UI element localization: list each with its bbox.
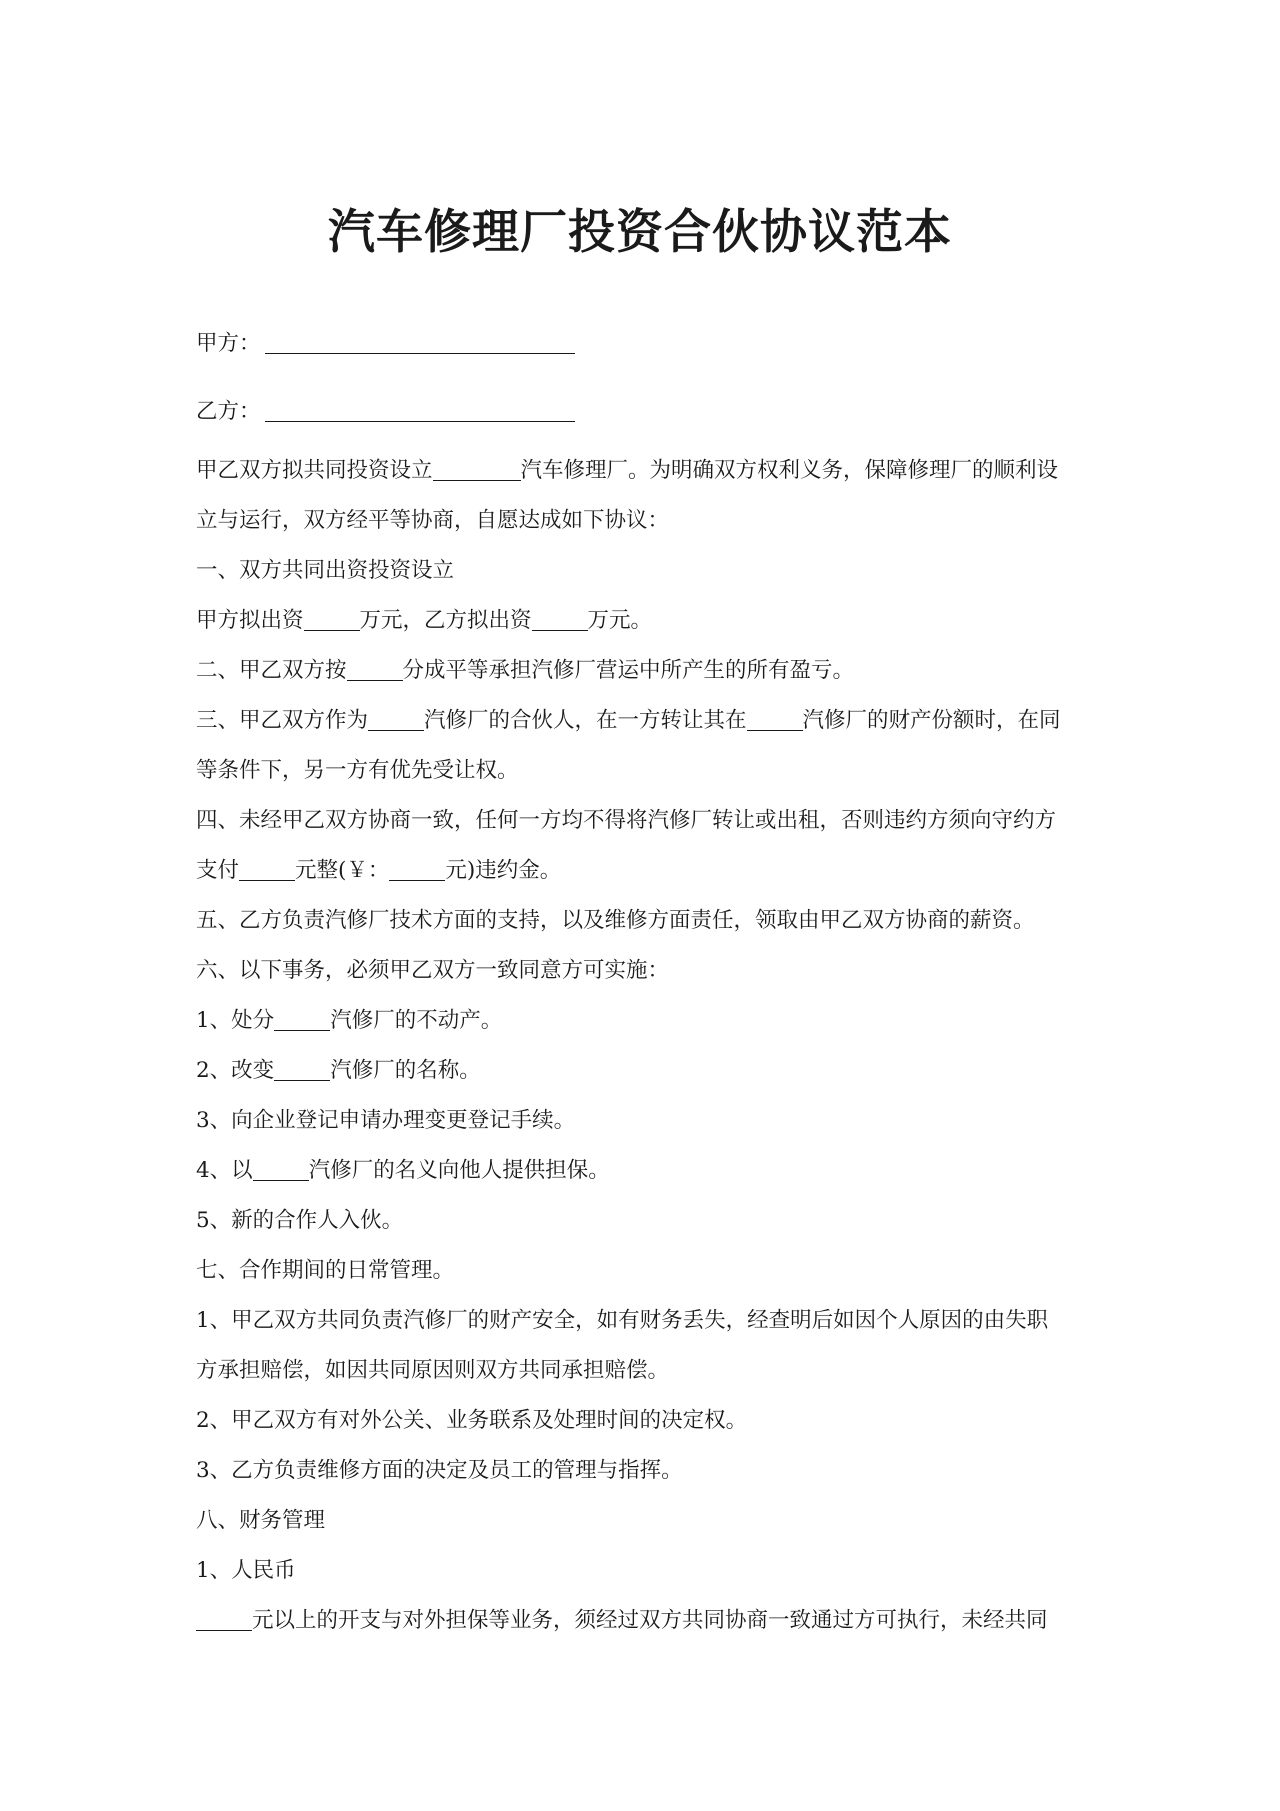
- intro-line-1: [196, 456, 1096, 486]
- clause-text: 甲方拟出资: [196, 608, 304, 633]
- section-7-heading: 七、合作期间的日常管理。: [196, 1258, 455, 1283]
- section-7-item-2: 2、甲乙双方有对外公关、业务联系及处理时间的决定权。: [196, 1408, 748, 1433]
- section-6-heading: 六、以下事务，必须甲乙双方一致同意方可实施：: [196, 958, 670, 983]
- section-1-heading: 一、双方共同出资投资设立: [196, 558, 455, 583]
- section-8-item-1: 1、人民币: [196, 1558, 296, 1583]
- item-text: 汽修厂的名称。: [330, 1058, 481, 1083]
- section-8-expense-line: [196, 1606, 1096, 1636]
- document-title: 汽车修理厂投资合伙协议范本: [328, 205, 952, 260]
- clause-text: 元整(￥：: [295, 858, 390, 883]
- section-7-item-1-line-1: 1、甲乙双方共同负责汽修厂的财产安全，如有财务丢失，经查明后如因个人原因的由失职: [196, 1308, 1049, 1333]
- clause-text: 万元，乙方拟出资: [359, 608, 532, 633]
- item-text: 4、以: [196, 1158, 253, 1183]
- clause-text: 元以上的开支与对外担保等业务，须经过双方共同协商一致通过方可执行，未经共同: [252, 1608, 1048, 1633]
- penalty-figure-blank[interactable]: [389, 858, 445, 881]
- ratio-blank[interactable]: [347, 658, 403, 681]
- item-text: 2、改变: [196, 1058, 275, 1083]
- clause-text: 万元。: [587, 608, 653, 633]
- party-a-blank[interactable]: [265, 331, 575, 354]
- intro-text: 汽车修理厂。为明确双方权利义务，保障修理厂的顺利设: [520, 458, 1059, 483]
- factory-blank[interactable]: [274, 1058, 330, 1081]
- section-6-item-2: [196, 1056, 1096, 1086]
- clause-text: 二、甲乙双方按: [196, 658, 347, 683]
- intro-line-2: 立与运行，双方经平等协商，自愿达成如下协议：: [196, 508, 670, 533]
- section-7-item-1-line-2: 方承担赔偿，如因共同原因则双方共同承担赔偿。: [196, 1358, 670, 1383]
- party-b-amount-blank[interactable]: [532, 608, 588, 631]
- party-b-label: 乙方：: [196, 399, 261, 424]
- factory-blank[interactable]: [368, 708, 424, 731]
- item-text: 1、处分: [196, 1008, 275, 1033]
- party-a-line: [196, 329, 1096, 359]
- clause-text: 汽修厂的合伙人，在一方转让其在: [424, 708, 747, 733]
- section-3-line-1: [196, 706, 1096, 736]
- clause-text: 元)违约金。: [445, 858, 562, 883]
- party-a-label: 甲方：: [196, 331, 261, 356]
- factory-blank[interactable]: [747, 708, 803, 731]
- section-8-heading: 八、财务管理: [196, 1508, 326, 1533]
- intro-text: 甲乙双方拟共同投资设立: [196, 458, 433, 483]
- party-b-blank[interactable]: [265, 399, 575, 422]
- expense-threshold-blank[interactable]: [196, 1608, 252, 1631]
- section-7-item-3: 3、乙方负责维修方面的决定及员工的管理与指挥。: [196, 1458, 683, 1483]
- section-6-item-1: [196, 1006, 1096, 1036]
- clause-text: 分成平等承担汽修厂营运中所产生的所有盈亏。: [402, 658, 855, 683]
- section-6-item-4: [196, 1156, 1096, 1186]
- factory-blank[interactable]: [274, 1008, 330, 1031]
- party-b-line: [196, 397, 1096, 427]
- clause-text: 三、甲乙双方作为: [196, 708, 369, 733]
- item-text: 汽修厂的名义向他人提供担保。: [308, 1158, 610, 1183]
- section-1-contribution: [196, 606, 1096, 636]
- section-4-line-1: 四、未经甲乙双方协商一致，任何一方均不得将汽修厂转让或出租，否则违约方须向守约方: [196, 808, 1057, 833]
- item-text: 汽修厂的不动产。: [330, 1008, 503, 1033]
- section-5: 五、乙方负责汽修厂技术方面的支持，以及维修方面责任，领取由甲乙双方协商的薪资。: [196, 908, 1035, 933]
- section-3-line-2: 等条件下，另一方有优先受让权。: [196, 758, 519, 783]
- section-6-item-3: 3、向企业登记申请办理变更登记手续。: [196, 1108, 576, 1133]
- clause-text: 支付: [196, 858, 240, 883]
- party-a-amount-blank[interactable]: [304, 608, 360, 631]
- section-2: [196, 656, 1096, 686]
- clause-text: 汽修厂的财产份额时，在同: [802, 708, 1061, 733]
- section-4-line-2: [196, 856, 1096, 886]
- factory-name-blank[interactable]: [433, 458, 521, 481]
- penalty-amount-blank[interactable]: [239, 858, 295, 881]
- factory-blank[interactable]: [253, 1158, 309, 1181]
- section-6-item-5: 5、新的合作人入伙。: [196, 1208, 404, 1233]
